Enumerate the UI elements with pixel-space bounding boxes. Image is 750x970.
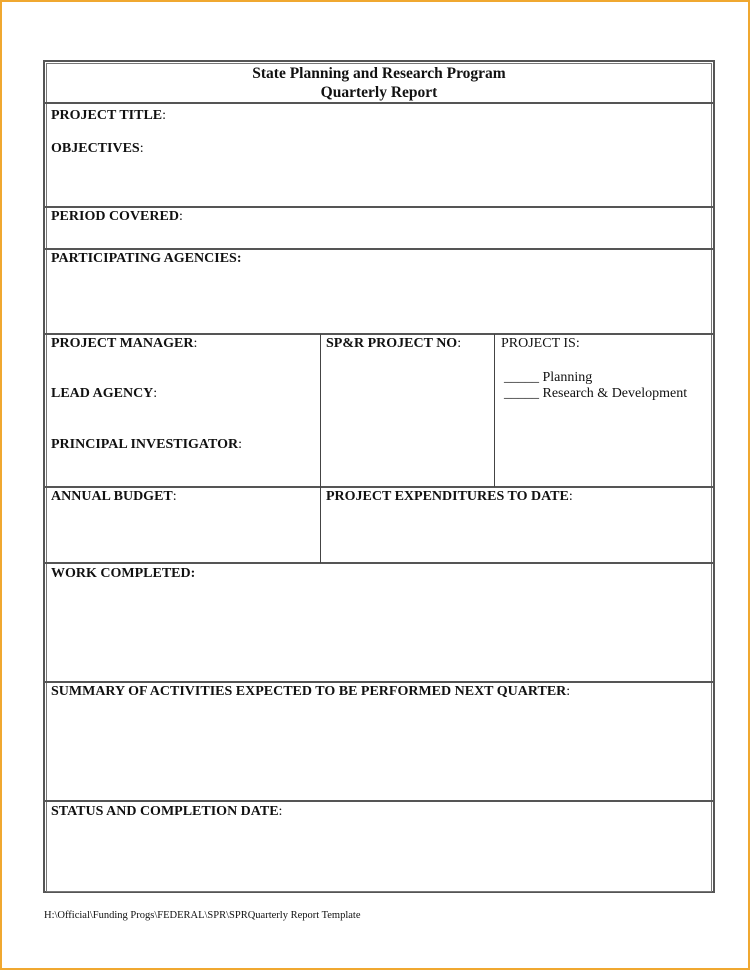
title-line-1: State Planning and Research Program bbox=[252, 65, 506, 82]
title-line-2: Quarterly Report bbox=[320, 84, 438, 101]
column-divider bbox=[320, 334, 321, 563]
label: STATUS AND COMPLETION DATE bbox=[51, 804, 279, 819]
label: PROJECT TITLE bbox=[51, 108, 163, 123]
colon: : bbox=[162, 108, 167, 123]
project-title-field[interactable] bbox=[51, 108, 166, 124]
work-completed-field[interactable]: WORK COMPLETED: bbox=[51, 566, 196, 581]
divider bbox=[45, 681, 713, 683]
participating-agencies-field[interactable]: PARTICIPATING AGENCIES: bbox=[51, 251, 242, 266]
option-planning[interactable]: _____ Planning bbox=[504, 370, 593, 385]
colon: : bbox=[568, 489, 573, 504]
colon: : bbox=[238, 437, 242, 452]
colon: : bbox=[153, 386, 158, 401]
column-divider bbox=[494, 334, 495, 487]
colon: : bbox=[178, 209, 183, 224]
colon: : bbox=[139, 141, 144, 156]
project-manager-field[interactable] bbox=[51, 336, 197, 352]
footer-file-path: H:\Official\Funding Progs\FEDERAL\SPR\SPRQuarterly Report Template bbox=[44, 910, 361, 921]
divider bbox=[45, 102, 713, 104]
expenditures-field[interactable] bbox=[326, 489, 573, 505]
divider bbox=[45, 206, 713, 208]
project-is-label: PROJECT IS: bbox=[501, 336, 580, 351]
summary-next-quarter-field[interactable] bbox=[51, 684, 570, 700]
label: PERIOD COVERED bbox=[51, 209, 179, 224]
label: LEAD AGENCY bbox=[51, 386, 154, 401]
lead-agency-field[interactable] bbox=[51, 386, 157, 402]
label: SP&R PROJECT NO bbox=[326, 336, 458, 351]
label: ANNUAL BUDGET bbox=[51, 489, 173, 504]
colon: : bbox=[193, 336, 198, 351]
option-research-development[interactable]: _____ Research & Development bbox=[504, 386, 688, 401]
spr-project-no-field[interactable] bbox=[326, 336, 461, 352]
label: PRINCIPAL INVESTIGATOR bbox=[51, 437, 239, 452]
objectives-field[interactable] bbox=[51, 141, 144, 157]
period-covered-field[interactable] bbox=[51, 209, 183, 225]
label: SUMMARY OF ACTIVITIES EXPECTED TO BE PERFORMED NEXT QUARTER bbox=[51, 684, 567, 699]
label: PROJECT MANAGER bbox=[51, 336, 194, 351]
principal-investigator-field[interactable] bbox=[51, 437, 242, 453]
label: OBJECTIVES bbox=[51, 141, 140, 156]
divider bbox=[45, 248, 713, 250]
form-title bbox=[45, 64, 713, 102]
colon: : bbox=[457, 336, 462, 351]
divider bbox=[45, 333, 713, 335]
annual-budget-field[interactable] bbox=[51, 489, 177, 505]
colon: : bbox=[566, 684, 571, 699]
form-inner-border bbox=[46, 63, 712, 892]
colon: : bbox=[278, 804, 283, 819]
colon: : bbox=[172, 489, 177, 504]
divider bbox=[45, 562, 713, 564]
divider bbox=[45, 486, 713, 488]
status-completion-field[interactable] bbox=[51, 804, 282, 820]
divider bbox=[45, 800, 713, 802]
label: PROJECT EXPENDITURES TO DATE bbox=[326, 489, 569, 504]
